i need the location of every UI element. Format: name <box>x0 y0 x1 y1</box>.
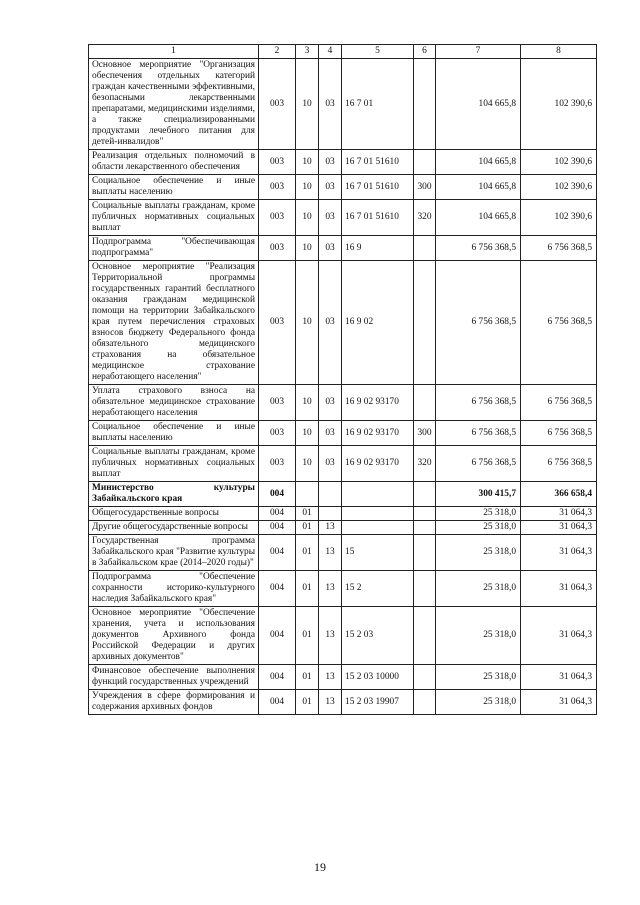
row-amount-col7: 6 756 368,5 <box>436 421 521 446</box>
row-amount-col8: 31 064,3 <box>521 571 597 607</box>
row-name: Министерство культуры Забайкальского края <box>89 482 259 507</box>
header-col-5: 5 <box>342 45 414 59</box>
row-admin-code: 004 <box>259 690 296 715</box>
row-amount-col8: 6 756 368,5 <box>521 385 597 421</box>
row-subsection: 03 <box>319 236 342 261</box>
table-row <box>89 535 597 571</box>
row-amount-col7: 25 318,0 <box>436 507 521 521</box>
row-expense-type <box>414 571 436 607</box>
row-expense-type: 300 <box>414 421 436 446</box>
row-name: Основное мероприятие "Реализация Территориальной программы государственных гарантий бесплатного оказания гражданам медицинской помощи на территории Забайкальского края путем перечисления страховых взносов бюджету Федерального фонда обязательного медицинского страхования на обязательное медицинское страхование неработающего населения" <box>89 261 259 385</box>
row-name: Основное мероприятие "Обеспечение хранения, учета и использования документов Архивного фонда Российской Федерации и других архивных документов" <box>89 607 259 665</box>
row-name: Финансовое обеспечение выполнения функций государственных учреждений <box>89 665 259 690</box>
row-amount-col8: 6 756 368,5 <box>521 236 597 261</box>
row-amount-col7: 25 318,0 <box>436 690 521 715</box>
row-name: Социальные выплаты гражданам, кроме публичных нормативных социальных выплат <box>89 446 259 482</box>
table-row <box>89 665 597 690</box>
table-row <box>89 385 597 421</box>
row-name: Учреждения в сфере формирования и содержания архивных фондов <box>89 690 259 715</box>
row-expense-type <box>414 482 436 507</box>
row-admin-code: 003 <box>259 236 296 261</box>
table-row <box>89 200 597 236</box>
table-row <box>89 446 597 482</box>
row-target-article: 16 9 02 93170 <box>342 421 414 446</box>
row-target-article: 16 7 01 51610 <box>342 150 414 175</box>
row-name: Подпрограмма "Обеспечение сохранности историко-культурного наследия Забайкальского края" <box>89 571 259 607</box>
row-amount-col7: 104 665,8 <box>436 200 521 236</box>
row-amount-col7: 6 756 368,5 <box>436 261 521 385</box>
table-row <box>89 690 597 715</box>
row-section: 10 <box>296 236 319 261</box>
row-name: Социальное обеспечение и иные выплаты населению <box>89 421 259 446</box>
row-subsection <box>319 482 342 507</box>
row-section: 10 <box>296 421 319 446</box>
row-section: 10 <box>296 385 319 421</box>
row-expense-type <box>414 665 436 690</box>
table-row <box>89 261 597 385</box>
page-number: 19 <box>314 860 326 874</box>
row-target-article: 16 7 01 51610 <box>342 200 414 236</box>
row-target-article: 16 7 01 51610 <box>342 175 414 200</box>
row-target-article: 16 9 02 93170 <box>342 446 414 482</box>
header-col-2: 2 <box>259 45 296 59</box>
row-name: Другие общегосударственные вопросы <box>89 521 259 535</box>
row-amount-col7: 6 756 368,5 <box>436 385 521 421</box>
row-subsection: 03 <box>319 261 342 385</box>
row-target-article: 16 7 01 <box>342 59 414 150</box>
row-subsection: 13 <box>319 535 342 571</box>
row-amount-col7: 25 318,0 <box>436 535 521 571</box>
row-admin-code: 003 <box>259 150 296 175</box>
row-expense-type: 300 <box>414 175 436 200</box>
row-name: Социальное обеспечение и иные выплаты населению <box>89 175 259 200</box>
row-amount-col8: 31 064,3 <box>521 607 597 665</box>
row-section: 01 <box>296 607 319 665</box>
row-section: 01 <box>296 535 319 571</box>
row-section: 01 <box>296 507 319 521</box>
row-subsection: 03 <box>319 446 342 482</box>
row-target-article: 16 9 02 <box>342 261 414 385</box>
row-admin-code: 003 <box>259 175 296 200</box>
row-amount-col8: 31 064,3 <box>521 521 597 535</box>
table-row <box>89 175 597 200</box>
row-target-article: 16 9 <box>342 236 414 261</box>
header-col-3: 3 <box>296 45 319 59</box>
row-admin-code: 004 <box>259 482 296 507</box>
row-subsection: 13 <box>319 690 342 715</box>
row-target-article: 15 2 03 <box>342 607 414 665</box>
row-expense-type <box>414 535 436 571</box>
table-row <box>89 607 597 665</box>
header-col-4: 4 <box>319 45 342 59</box>
row-admin-code: 004 <box>259 571 296 607</box>
row-amount-col8: 31 064,3 <box>521 535 597 571</box>
row-subsection: 03 <box>319 200 342 236</box>
table-row <box>89 150 597 175</box>
row-expense-type <box>414 607 436 665</box>
row-subsection: 03 <box>319 385 342 421</box>
row-amount-col8: 102 390,6 <box>521 150 597 175</box>
row-expense-type: 320 <box>414 200 436 236</box>
row-section: 10 <box>296 150 319 175</box>
row-section: 01 <box>296 690 319 715</box>
table-row <box>89 482 597 507</box>
row-subsection: 13 <box>319 571 342 607</box>
row-amount-col7: 25 318,0 <box>436 521 521 535</box>
row-amount-col7: 104 665,8 <box>436 150 521 175</box>
row-target-article: 15 <box>342 535 414 571</box>
table-body <box>89 59 597 715</box>
row-expense-type <box>414 690 436 715</box>
row-target-article <box>342 507 414 521</box>
row-target-article: 16 9 02 93170 <box>342 385 414 421</box>
row-section: 10 <box>296 175 319 200</box>
row-name: Реализация отдельных полномочий в области лекарственного обеспечения <box>89 150 259 175</box>
row-amount-col8: 366 658,4 <box>521 482 597 507</box>
row-admin-code: 003 <box>259 200 296 236</box>
row-amount-col7: 6 756 368,5 <box>436 236 521 261</box>
row-amount-col8: 31 064,3 <box>521 507 597 521</box>
row-amount-col7: 25 318,0 <box>436 571 521 607</box>
row-amount-col8: 102 390,6 <box>521 59 597 150</box>
header-col-6: 6 <box>414 45 436 59</box>
row-section: 10 <box>296 200 319 236</box>
row-section: 01 <box>296 571 319 607</box>
row-amount-col8: 31 064,3 <box>521 665 597 690</box>
table-row <box>89 521 597 535</box>
row-admin-code: 004 <box>259 521 296 535</box>
row-amount-col7: 6 756 368,5 <box>436 446 521 482</box>
row-expense-type: 320 <box>414 446 436 482</box>
table-header-row <box>89 45 597 59</box>
table-row <box>89 571 597 607</box>
row-name: Основное мероприятие "Организация обеспечения отдельных категорий граждан качественными эффективными, безопасными лекарственными препаратами, медицинскими изделиями, а также специализированными продуктами лечебного питания для детей-инвалидов" <box>89 59 259 150</box>
row-section: 01 <box>296 665 319 690</box>
table-row <box>89 59 597 150</box>
row-section: 10 <box>296 261 319 385</box>
row-amount-col8: 6 756 368,5 <box>521 446 597 482</box>
row-name: Государственная программа Забайкальского края "Развитие культуры в Забайкальском крае (2014–2020 годы)" <box>89 535 259 571</box>
row-section: 10 <box>296 59 319 150</box>
row-amount-col7: 300 415,7 <box>436 482 521 507</box>
row-section <box>296 482 319 507</box>
row-amount-col7: 25 318,0 <box>436 607 521 665</box>
row-target-article: 15 2 <box>342 571 414 607</box>
row-subsection: 03 <box>319 150 342 175</box>
row-amount-col8: 6 756 368,5 <box>521 421 597 446</box>
row-amount-col7: 104 665,8 <box>436 59 521 150</box>
row-subsection: 03 <box>319 175 342 200</box>
row-admin-code: 003 <box>259 59 296 150</box>
row-admin-code: 003 <box>259 446 296 482</box>
row-target-article <box>342 482 414 507</box>
table-row <box>89 507 597 521</box>
row-admin-code: 004 <box>259 507 296 521</box>
row-amount-col8: 31 064,3 <box>521 690 597 715</box>
table-row <box>89 421 597 446</box>
row-subsection: 03 <box>319 421 342 446</box>
row-subsection: 13 <box>319 521 342 535</box>
header-col-8: 8 <box>521 45 597 59</box>
row-target-article <box>342 521 414 535</box>
row-target-article: 15 2 03 10000 <box>342 665 414 690</box>
row-expense-type <box>414 150 436 175</box>
row-expense-type <box>414 507 436 521</box>
header-col-7: 7 <box>436 45 521 59</box>
row-subsection: 13 <box>319 607 342 665</box>
row-admin-code: 004 <box>259 607 296 665</box>
row-name: Уплата страхового взноса на обязательное медицинское страхование неработающего населения <box>89 385 259 421</box>
row-section: 10 <box>296 446 319 482</box>
row-expense-type <box>414 59 436 150</box>
budget-table <box>88 44 597 715</box>
row-section: 01 <box>296 521 319 535</box>
row-amount-col7: 104 665,8 <box>436 175 521 200</box>
row-subsection <box>319 507 342 521</box>
row-expense-type <box>414 521 436 535</box>
row-subsection: 13 <box>319 665 342 690</box>
row-expense-type <box>414 236 436 261</box>
row-subsection: 03 <box>319 59 342 150</box>
row-admin-code: 003 <box>259 385 296 421</box>
row-expense-type <box>414 261 436 385</box>
row-name: Подпрограмма "Обеспечивающая подпрограмма" <box>89 236 259 261</box>
row-name: Социальные выплаты гражданам, кроме публичных нормативных социальных выплат <box>89 200 259 236</box>
table-row <box>89 236 597 261</box>
row-admin-code: 004 <box>259 535 296 571</box>
row-target-article: 15 2 03 19907 <box>342 690 414 715</box>
row-admin-code: 003 <box>259 421 296 446</box>
row-admin-code: 004 <box>259 665 296 690</box>
row-amount-col8: 102 390,6 <box>521 175 597 200</box>
row-expense-type <box>414 385 436 421</box>
row-amount-col8: 102 390,6 <box>521 200 597 236</box>
header-col-1: 1 <box>89 45 259 59</box>
row-amount-col7: 25 318,0 <box>436 665 521 690</box>
row-name: Общегосударственные вопросы <box>89 507 259 521</box>
row-admin-code: 003 <box>259 261 296 385</box>
row-amount-col8: 6 756 368,5 <box>521 261 597 385</box>
